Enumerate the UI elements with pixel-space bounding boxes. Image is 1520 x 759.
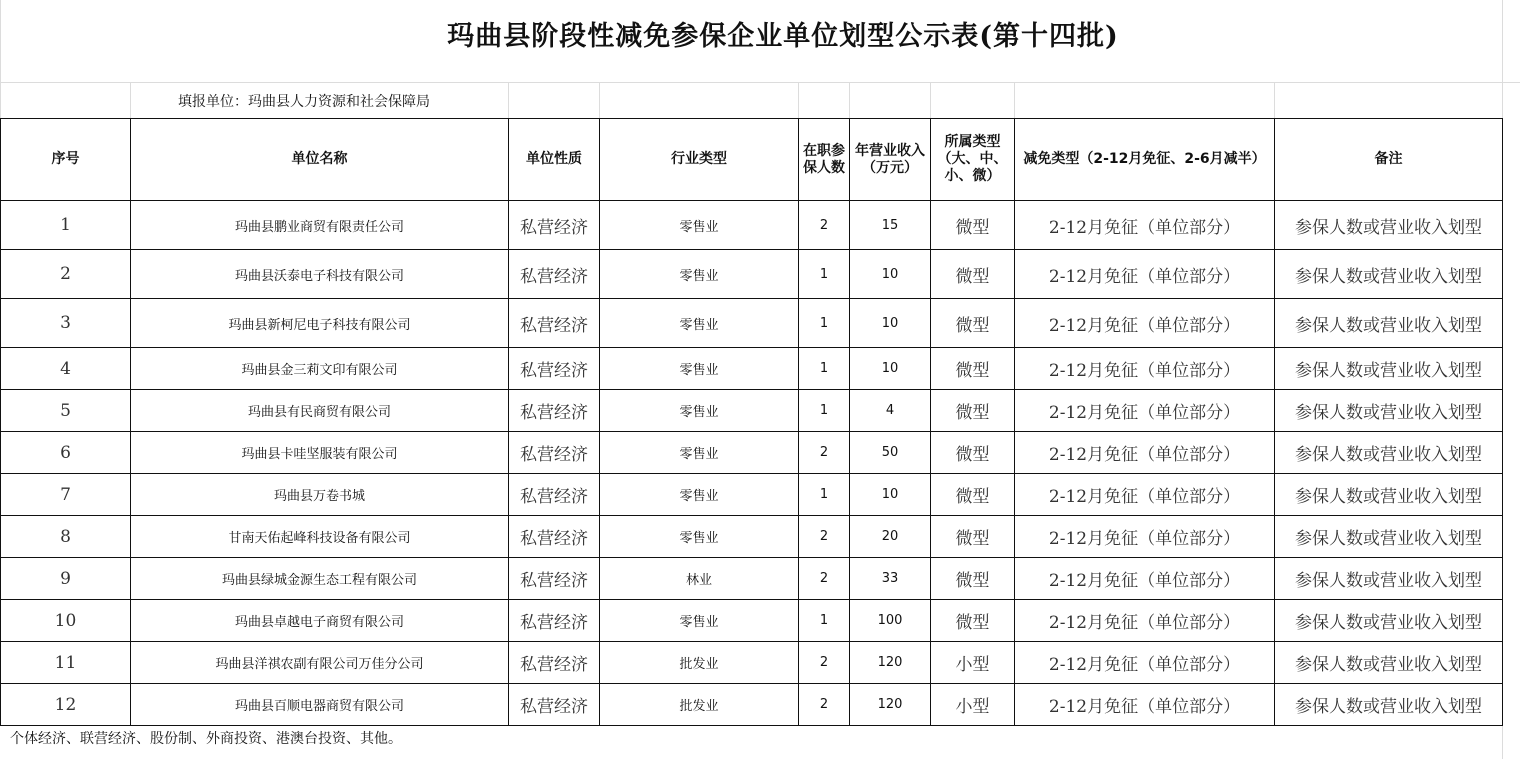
cell-industry: 零售业 xyxy=(600,390,799,432)
cell-industry: 零售业 xyxy=(600,348,799,390)
cell-size-type: 微型 xyxy=(931,600,1015,642)
cell-revenue: 50 xyxy=(850,432,931,474)
cell-remark: 参保人数或营业收入划型 xyxy=(1275,348,1503,390)
gridline xyxy=(0,82,1520,83)
cell-industry: 林业 xyxy=(600,558,799,600)
cell-revenue: 100 xyxy=(850,600,931,642)
cell-remark: 参保人数或营业收入划型 xyxy=(1275,432,1503,474)
cell-size-type: 小型 xyxy=(931,642,1015,684)
gridline xyxy=(130,82,131,118)
cell-revenue: 20 xyxy=(850,516,931,558)
cell-unit-nature: 私营经济 xyxy=(509,390,600,432)
table-row xyxy=(1,558,1503,600)
header-remark: 备注 xyxy=(1275,119,1503,201)
cell-size-type: 微型 xyxy=(931,558,1015,600)
cell-unit-name: 玛曲县有民商贸有限公司 xyxy=(131,390,509,432)
cell-staff-count: 2 xyxy=(799,684,850,726)
cell-unit-nature: 私营经济 xyxy=(509,201,600,250)
cell-unit-name: 玛曲县沃泰电子科技有限公司 xyxy=(131,250,509,299)
cell-unit-nature: 私营经济 xyxy=(509,600,600,642)
cell-reduction-type: 2-12月免征（单位部分） xyxy=(1015,390,1275,432)
cell-unit-nature: 私营经济 xyxy=(509,474,600,516)
cell-unit-nature: 私营经济 xyxy=(509,642,600,684)
table-header-row xyxy=(1,119,1503,201)
gridline xyxy=(849,82,850,118)
table-row xyxy=(1,684,1503,726)
cell-revenue: 120 xyxy=(850,684,931,726)
cell-remark: 参保人数或营业收入划型 xyxy=(1275,201,1503,250)
cell-unit-name: 玛曲县鹏业商贸有限责任公司 xyxy=(131,201,509,250)
cell-revenue: 10 xyxy=(850,299,931,348)
cell-unit-name: 玛曲县金三莉文印有限公司 xyxy=(131,348,509,390)
cell-unit-nature: 私营经济 xyxy=(509,432,600,474)
cell-reduction-type: 2-12月免征（单位部分） xyxy=(1015,516,1275,558)
cell-staff-count: 1 xyxy=(799,348,850,390)
cell-reduction-type: 2-12月免征（单位部分） xyxy=(1015,201,1275,250)
cell-remark: 参保人数或营业收入划型 xyxy=(1275,390,1503,432)
cell-staff-count: 2 xyxy=(799,642,850,684)
cell-size-type: 微型 xyxy=(931,250,1015,299)
cell-seq: 7 xyxy=(1,474,131,516)
gridline xyxy=(930,82,931,118)
cell-unit-name: 玛曲县卡哇坚服装有限公司 xyxy=(131,432,509,474)
cell-industry: 零售业 xyxy=(600,600,799,642)
cell-remark: 参保人数或营业收入划型 xyxy=(1275,600,1503,642)
table-row xyxy=(1,201,1503,250)
cell-remark: 参保人数或营业收入划型 xyxy=(1275,474,1503,516)
cell-staff-count: 2 xyxy=(799,516,850,558)
enterprise-table xyxy=(0,118,1503,726)
table-row xyxy=(1,299,1503,348)
cell-staff-count: 2 xyxy=(799,201,850,250)
cell-reduction-type: 2-12月免征（单位部分） xyxy=(1015,600,1275,642)
header-staff: 在职参保人数 xyxy=(799,119,850,201)
header-nature: 单位性质 xyxy=(509,119,600,201)
table-row xyxy=(1,432,1503,474)
cell-unit-name: 玛曲县百顺电器商贸有限公司 xyxy=(131,684,509,726)
cell-seq: 1 xyxy=(1,201,131,250)
table-row xyxy=(1,516,1503,558)
header-industry: 行业类型 xyxy=(600,119,799,201)
cell-size-type: 微型 xyxy=(931,201,1015,250)
cell-staff-count: 1 xyxy=(799,250,850,299)
cell-industry: 零售业 xyxy=(600,201,799,250)
cell-revenue: 10 xyxy=(850,250,931,299)
cell-revenue: 10 xyxy=(850,348,931,390)
cell-reduction-type: 2-12月免征（单位部分） xyxy=(1015,684,1275,726)
cell-reduction-type: 2-12月免征（单位部分） xyxy=(1015,348,1275,390)
header-reduction: 减免类型（2-12月免征、2-6月减半） xyxy=(1015,119,1275,201)
cell-seq: 12 xyxy=(1,684,131,726)
gridline xyxy=(599,82,600,118)
cell-remark: 参保人数或营业收入划型 xyxy=(1275,558,1503,600)
cell-unit-nature: 私营经济 xyxy=(509,558,600,600)
cell-remark: 参保人数或营业收入划型 xyxy=(1275,250,1503,299)
cell-staff-count: 1 xyxy=(799,390,850,432)
cell-revenue: 33 xyxy=(850,558,931,600)
cell-seq: 3 xyxy=(1,299,131,348)
cell-revenue: 4 xyxy=(850,390,931,432)
cell-size-type: 微型 xyxy=(931,390,1015,432)
cell-staff-count: 2 xyxy=(799,432,850,474)
header-seq: 序号 xyxy=(1,119,131,201)
cell-seq: 10 xyxy=(1,600,131,642)
table-row xyxy=(1,642,1503,684)
cell-industry: 批发业 xyxy=(600,642,799,684)
cell-seq: 9 xyxy=(1,558,131,600)
cell-seq: 6 xyxy=(1,432,131,474)
cell-unit-name: 玛曲县万卷书城 xyxy=(131,474,509,516)
cell-industry: 批发业 xyxy=(600,684,799,726)
cell-industry: 零售业 xyxy=(600,250,799,299)
cell-remark: 参保人数或营业收入划型 xyxy=(1275,642,1503,684)
cell-reduction-type: 2-12月免征（单位部分） xyxy=(1015,558,1275,600)
cell-seq: 5 xyxy=(1,390,131,432)
gridline xyxy=(1502,725,1503,759)
cell-unit-name: 玛曲县新柯尼电子科技有限公司 xyxy=(131,299,509,348)
cell-revenue: 10 xyxy=(850,474,931,516)
cell-reduction-type: 2-12月免征（单位部分） xyxy=(1015,250,1275,299)
cell-revenue: 15 xyxy=(850,201,931,250)
cell-reduction-type: 2-12月免征（单位部分） xyxy=(1015,432,1275,474)
cell-reduction-type: 2-12月免征（单位部分） xyxy=(1015,474,1275,516)
cell-unit-nature: 私营经济 xyxy=(509,684,600,726)
gridline xyxy=(508,82,509,118)
cell-seq: 4 xyxy=(1,348,131,390)
cell-industry: 零售业 xyxy=(600,474,799,516)
table-row xyxy=(1,474,1503,516)
table-row xyxy=(1,348,1503,390)
table-row xyxy=(1,250,1503,299)
cell-unit-name: 玛曲县卓越电子商贸有限公司 xyxy=(131,600,509,642)
cell-revenue: 120 xyxy=(850,642,931,684)
cell-unit-nature: 私营经济 xyxy=(509,348,600,390)
cell-staff-count: 1 xyxy=(799,299,850,348)
cell-unit-nature: 私营经济 xyxy=(509,299,600,348)
fill-unit-label: 填报单位：玛曲县人力资源和社会保障局 xyxy=(178,94,430,110)
table-row xyxy=(1,390,1503,432)
cell-size-type: 微型 xyxy=(931,348,1015,390)
cell-size-type: 小型 xyxy=(931,684,1015,726)
page-title: 玛曲县阶段性减免参保企业单位划型公示表(第十四批) xyxy=(447,21,1119,52)
cell-remark: 参保人数或营业收入划型 xyxy=(1275,299,1503,348)
cell-remark: 参保人数或营业收入划型 xyxy=(1275,516,1503,558)
cell-size-type: 微型 xyxy=(931,516,1015,558)
gridline xyxy=(1274,82,1275,118)
header-size: 所属类型（大、中、小、微） xyxy=(931,119,1015,201)
cell-unit-name: 甘南天佑起峰科技设备有限公司 xyxy=(131,516,509,558)
cell-unit-name: 玛曲县绿城金源生态工程有限公司 xyxy=(131,558,509,600)
cell-seq: 2 xyxy=(1,250,131,299)
cell-size-type: 微型 xyxy=(931,299,1015,348)
table-row xyxy=(1,600,1503,642)
gridline xyxy=(798,82,799,118)
table-body xyxy=(1,201,1503,726)
cell-reduction-type: 2-12月免征（单位部分） xyxy=(1015,299,1275,348)
cell-unit-name: 玛曲县洋祺农副有限公司万佳分公司 xyxy=(131,642,509,684)
cell-industry: 零售业 xyxy=(600,516,799,558)
cell-staff-count: 2 xyxy=(799,558,850,600)
cell-size-type: 微型 xyxy=(931,474,1015,516)
cell-industry: 零售业 xyxy=(600,432,799,474)
cell-seq: 11 xyxy=(1,642,131,684)
header-name: 单位名称 xyxy=(131,119,509,201)
cell-reduction-type: 2-12月免征（单位部分） xyxy=(1015,642,1275,684)
cell-seq: 8 xyxy=(1,516,131,558)
cell-unit-nature: 私营经济 xyxy=(509,516,600,558)
cell-staff-count: 1 xyxy=(799,474,850,516)
gridline xyxy=(1014,82,1015,118)
header-revenue: 年营业收入（万元） xyxy=(850,119,931,201)
cell-remark: 参保人数或营业收入划型 xyxy=(1275,684,1503,726)
cell-unit-nature: 私营经济 xyxy=(509,250,600,299)
cell-size-type: 微型 xyxy=(931,432,1015,474)
cell-staff-count: 1 xyxy=(799,600,850,642)
footnote: 个体经济、联营经济、股份制、外商投资、港澳台投资、其他。 xyxy=(10,731,402,747)
cell-industry: 零售业 xyxy=(600,299,799,348)
